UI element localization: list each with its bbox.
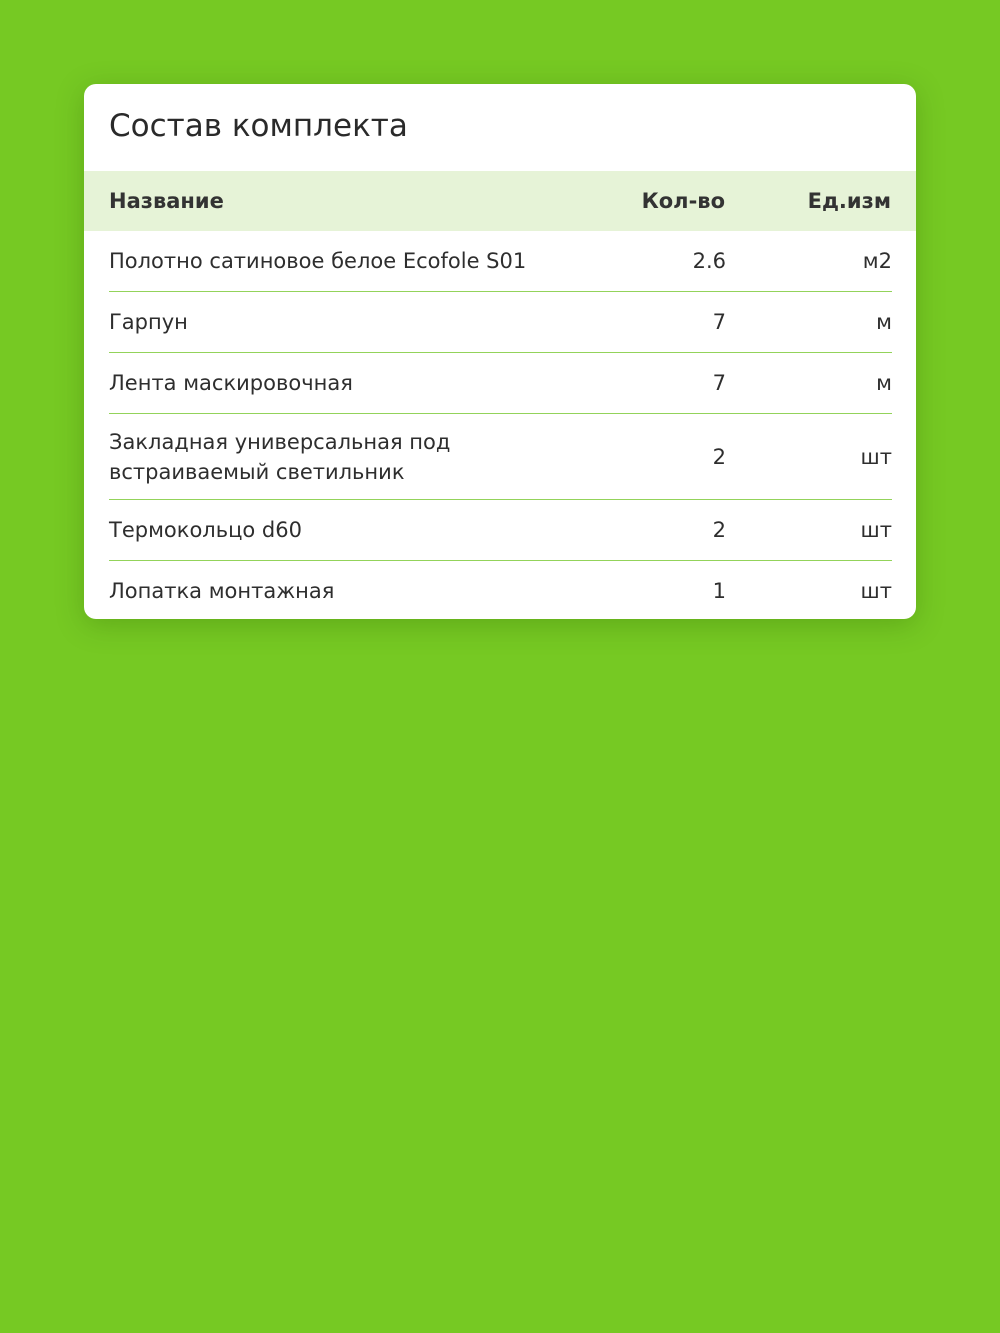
row-qty: 1 — [712, 579, 726, 603]
row-unit: м — [876, 371, 892, 395]
row-unit: шт — [860, 518, 892, 542]
column-header-name: Название — [109, 189, 224, 213]
row-unit: м2 — [862, 249, 892, 273]
row-unit: шт — [860, 579, 892, 603]
row-name: Полотно сатиновое белое Ecofole S01 — [109, 249, 527, 273]
table-header — [84, 171, 916, 231]
table-row — [109, 561, 892, 619]
row-name: Лопатка монтажная — [109, 579, 335, 603]
kit-contents-card — [84, 84, 916, 619]
row-qty: 2 — [712, 518, 726, 542]
row-qty: 2 — [712, 444, 726, 469]
card-title: Состав комплекта — [109, 108, 408, 144]
table-row — [109, 231, 892, 292]
column-header-unit: Ед.изм — [807, 189, 891, 213]
table-row — [109, 414, 892, 500]
row-qty: 2.6 — [692, 249, 726, 273]
table-body — [109, 231, 892, 619]
row-qty: 7 — [712, 371, 726, 395]
row-unit: шт — [860, 444, 892, 469]
row-unit: м — [876, 310, 892, 334]
column-header-qty: Кол-во — [641, 189, 725, 213]
table-row — [109, 500, 892, 561]
row-name: Термокольцо d60 — [109, 518, 302, 542]
table-row — [109, 292, 892, 353]
row-name: Закладная универсальная под встраиваемый светильник — [109, 429, 451, 484]
table-row — [109, 353, 892, 414]
row-name: Гарпун — [109, 310, 188, 334]
row-name: Лента маскировочная — [109, 371, 353, 395]
row-qty: 7 — [712, 310, 726, 334]
